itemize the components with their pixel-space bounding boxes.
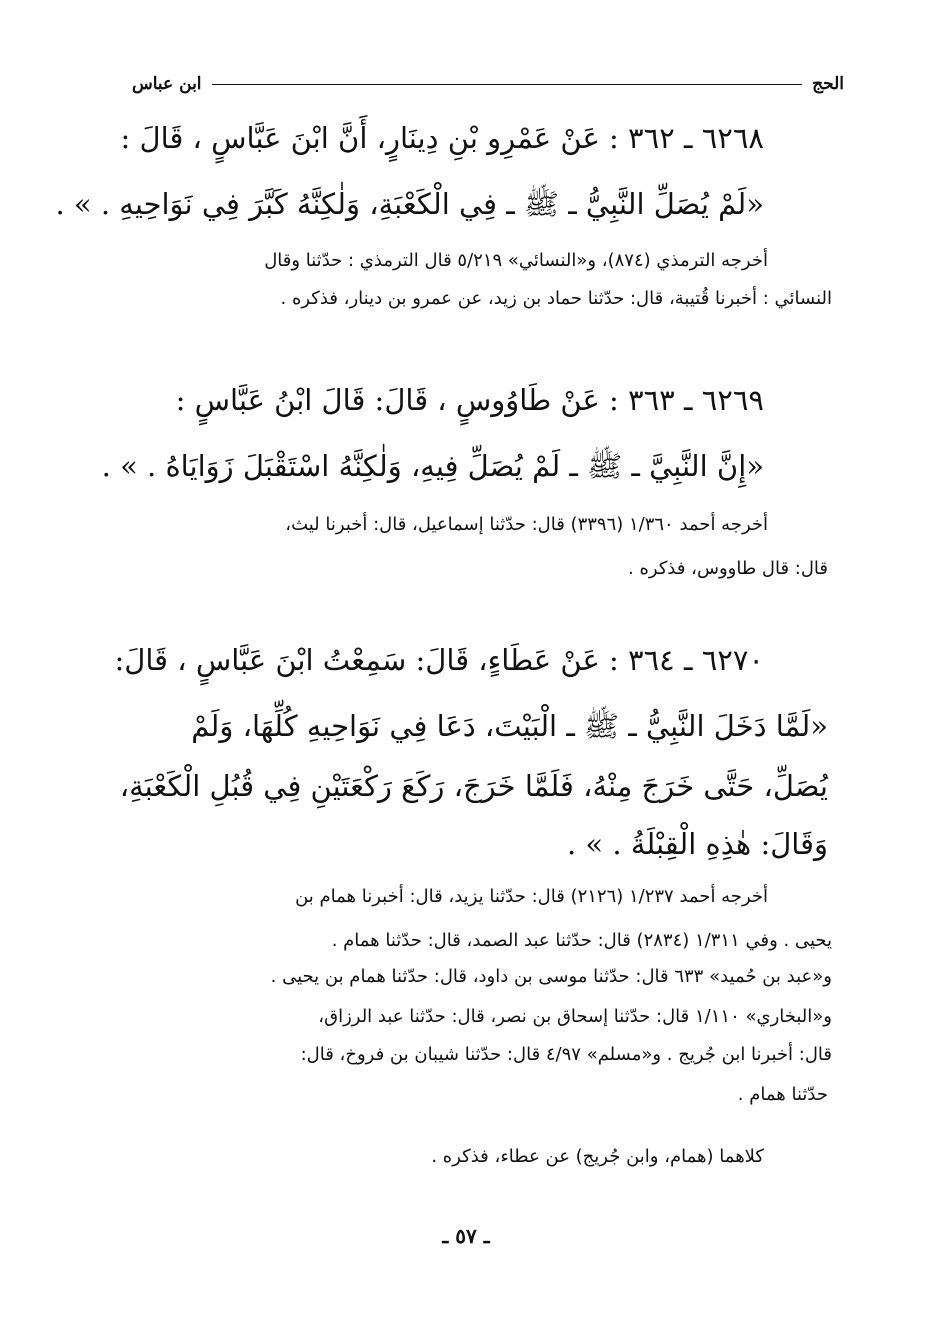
- takhrij-line: أخرجه الترمذي (٨٧٤)، و«النسائي» ٥/٢١٩ قال الترمذي : حدّثنا وقال: [264, 250, 768, 271]
- takhrij-note: [628, 552, 828, 586]
- hadith-line: يُصَلِّ، حَتَّى خَرَجَ مِنْهُ، فَلَمَّا خَرَجَ، رَكَعَ رَكْعَتَيْنِ فِي قُبُلِ الْكَعْبَةِ،: [119, 769, 828, 803]
- takhrij-note: [132, 244, 768, 278]
- hadith-line: «إِنَّ النَّبِيَّ ـ ﷺ ـ لَمْ يُصَلِّ فِيهِ، وَلٰكِنَّهُ اسْتَقْبَلَ زَوَايَاهُ . » .: [101, 449, 764, 483]
- hadith-line: وَقَالَ: هٰذِهِ الْقِبْلَةُ . » .: [567, 827, 828, 861]
- takhrij-note: [738, 1078, 828, 1112]
- takhrij-note: [126, 924, 832, 958]
- takhrij-note: [126, 880, 768, 914]
- takhrij-note: [126, 1038, 832, 1072]
- takhrij-note: [132, 508, 768, 542]
- header-rule: [212, 84, 803, 85]
- entry-heading: ٦٢٦٨ ـ ٣٦٢ : عَنْ عَمْرِو بْنِ دِينَارٍ، أَنَّ ابْنَ عَبَّاسٍ ، قَالَ :: [120, 121, 764, 155]
- entry-heading: ٦٢٧٠ ـ ٣٦٤ : عَنْ عَطَاءٍ، قَالَ: سَمِعْتُ ابْنَ عَبَّاسٍ ، قَالَ:: [114, 643, 764, 677]
- takhrij-note: [132, 282, 832, 316]
- takhrij-line: أخرجه أحمد ١/٣٦٠ (٣٣٩٦) قال: حدّثنا إسماعيل، قال: أخبرنا ليث،: [285, 514, 768, 535]
- takhrij-line: حدّثنا همام .: [737, 1084, 828, 1105]
- takhrij-line: و«البخاري» ١/١١٠ قال: حدّثنا إسحاق بن نصر، قال: حدّثنا عبد الرزاق،: [318, 1006, 832, 1027]
- takhrij-line: قال: قال طاووس، فذكره .: [628, 558, 828, 579]
- takhrij-line: قال: أخبرنا ابن جُريج . و«مسلم» ٤/٩٧ قال: حدّثنا شيبان بن فروخ، قال:: [300, 1044, 832, 1065]
- running-header: [132, 72, 844, 96]
- companion-name: ابن عباس: [132, 74, 202, 94]
- hadith-line: «لَمَّا دَخَلَ النَّبِيُّ ـ ﷺ ـ الْبَيْتَ، دَعَا فِي نَوَاحِيهِ كُلِّهَا، وَلَمْ: [191, 709, 828, 743]
- hadith-line: «لَمْ يُصَلِّ النَّبِيُّ ـ ﷺ ـ فِي الْكَعْبَةِ، وَلٰكِنَّهُ كَبَّرَ فِي نَوَاحِيهِ . » .: [55, 187, 764, 221]
- chapter-title: الحج: [812, 74, 844, 94]
- takhrij-note: [126, 1000, 832, 1034]
- takhrij-line: أخرجه أحمد ١/٢٣٧ (٢١٢٦) قال: حدّثنا يزيد، قال: أخبرنا همام بن: [295, 886, 768, 907]
- closing-line: كلاهما (همام، وابن جُريج) عن عطاء، فذكره .: [431, 1146, 764, 1167]
- takhrij-line: يحيى . وفي ١/٣١١ (٢٨٣٤) قال: حدّثنا عبد الصمد، قال: حدّثنا همام .: [331, 930, 832, 951]
- takhrij-note: [126, 960, 832, 994]
- takhrij-line: و«عبد بن حُميد» ٦٣٣ قال: حدّثنا موسى بن داود، قال: حدّثنا همام بن يحيى .: [270, 966, 832, 987]
- takhrij-closing: [431, 1140, 764, 1174]
- page-number: ـ ٥٧ ـ: [442, 1224, 490, 1248]
- takhrij-line: النسائي : أخبرنا قُتيبة، قال: حدّثنا حماد بن زيد، عن عمرو بن دينار، فذكره .: [280, 288, 832, 309]
- entry-heading: ٦٢٦٩ ـ ٣٦٣ : عَنْ طَاوُوسٍ ، قَالَ: قَالَ ابْنُ عَبَّاسٍ :: [175, 383, 764, 417]
